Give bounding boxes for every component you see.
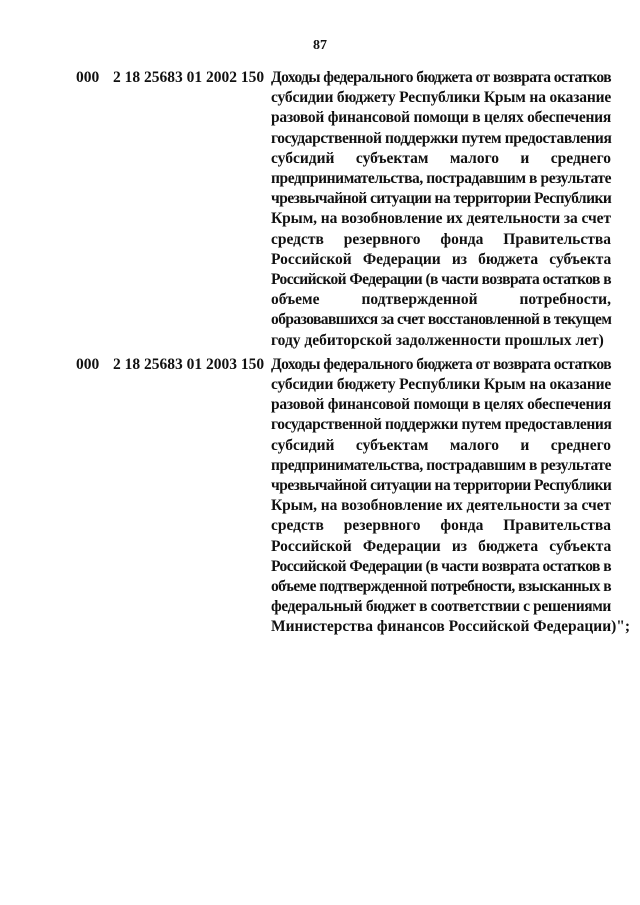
description-line: разовой финансовой помощи в целях обеспечения xyxy=(271,396,611,414)
description-line: Российской Федерации (в части возврата остатков в xyxy=(271,557,611,575)
page-number: 87 xyxy=(313,38,327,53)
description-line: образовавшихся за счет восстановленной в текущем xyxy=(271,311,612,329)
kbk-code: 2 18 25683 01 2003 150 xyxy=(113,355,265,373)
description-line: средств резервного фонда Правительства xyxy=(271,230,611,248)
entry-description xyxy=(271,68,611,351)
description-line: предпринимательства, пострадавшим в результате xyxy=(271,456,612,474)
description-line: объеме подтвержденной потребности, взысканных в xyxy=(271,578,611,596)
description-line: Российской Федерации (в части возврата остатков в xyxy=(271,271,611,289)
description-line: чрезвычайной ситуации на территории Республики xyxy=(271,477,612,495)
description-line: году дебиторской задолженности прошлых лет) xyxy=(271,331,604,349)
description-line: объеме подтвержденной потребности, xyxy=(271,291,611,309)
description-line: предпринимательства, пострадавшим в результате xyxy=(271,170,612,188)
description-line: средств резервного фонда Правительства xyxy=(271,517,611,535)
description-line: субсидии бюджету Республики Крым на оказание xyxy=(271,376,612,394)
description-line: Министерства финансов Российской Федерации)"; xyxy=(271,618,631,636)
entry-description xyxy=(271,355,631,638)
admin-code: 000 xyxy=(76,69,100,86)
description-line: Российской Федерации из бюджета субъекта xyxy=(271,537,612,555)
description-line: субсидии бюджету Республики Крым на оказание xyxy=(271,89,612,107)
description-line: Российской Федерации из бюджета субъекта xyxy=(271,250,612,268)
description-line: чрезвычайной ситуации на территории Республики xyxy=(271,190,612,208)
budget-entry-2 xyxy=(0,355,640,638)
description-line: субсидий субъектам малого и среднего xyxy=(271,436,611,454)
description-line: Доходы федерального бюджета от возврата остатков xyxy=(271,69,611,86)
description-line: Крым, на возобновление их деятельности за счет xyxy=(271,210,611,228)
budget-code-list xyxy=(0,68,640,642)
description-line: субсидий субъектам малого и среднего xyxy=(271,149,611,167)
description-line: государственной поддержки путем предоставления xyxy=(271,129,612,147)
description-line: Доходы федерального бюджета от возврата остатков xyxy=(271,355,611,373)
budget-entry-1 xyxy=(0,68,640,351)
description-line: Крым, на возобновление их деятельности за счет xyxy=(271,497,611,515)
description-line: федеральный бюджет в соответствии с решениями xyxy=(271,598,611,616)
kbk-code: 2 18 25683 01 2002 150 xyxy=(113,69,265,86)
admin-code: 000 xyxy=(76,355,100,373)
description-line: государственной поддержки путем предоставления xyxy=(271,416,612,434)
description-line: разовой финансовой помощи в целях обеспечения xyxy=(271,109,611,127)
